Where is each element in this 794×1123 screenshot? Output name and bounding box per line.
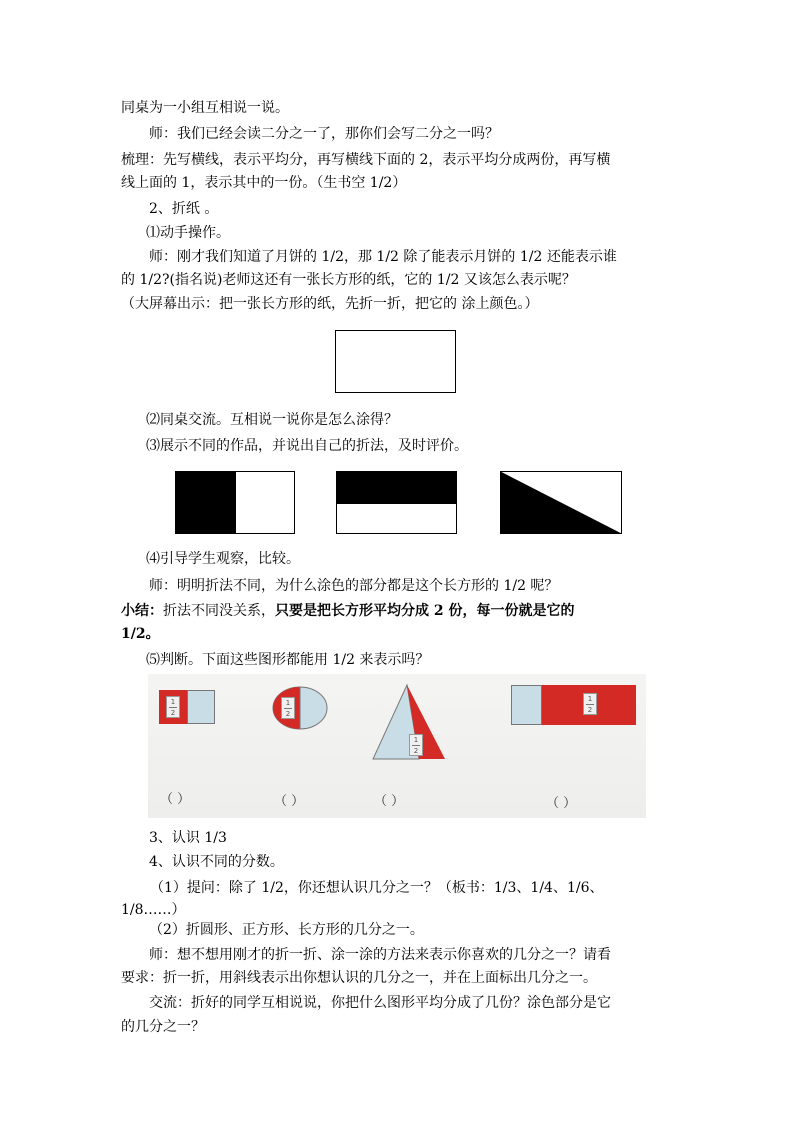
paragraph: 师：我们已经会读二分之一了，那你们会写二分之一吗？ (149, 126, 499, 142)
paragraph: 交流：折好的同学互相说说，你把什么图形平均分成了几份？涂色部分是它 (149, 995, 611, 1011)
paragraph: ⑸判断。下面这些图形都能用 1/2 来表示吗？ (146, 652, 430, 668)
half-horizontal-figure (336, 471, 457, 534)
blank-rectangle-figure (335, 330, 456, 393)
fraction-label: 1 2 (166, 696, 180, 718)
paragraph: ⑵同桌交流。互相说一说你是怎么涂得？ (146, 412, 398, 428)
judgement-figures-photo (148, 674, 646, 818)
paragraph: 的几分之一？ (121, 1019, 205, 1035)
section-heading: 4、认识不同的分数。 (149, 854, 284, 870)
blue-square (187, 690, 215, 724)
fraction-label: 1 2 (281, 697, 295, 719)
summary-bold: 只要是把长方形平均分成 2 份，每一份就是它的 (275, 603, 575, 619)
summary-line-end: 1/2。 (121, 626, 160, 642)
answer-blank: （ ） (374, 794, 405, 809)
paragraph: 要求：折一折，用斜线表示出你想认识的几分之一，并在上面标出几分之一。 (121, 970, 597, 986)
answer-blank: （ ） (160, 792, 191, 807)
paragraph: 师：刚才我们知道了月饼的 1/2，那 1/2 除了能表示月饼的 1/2 还能表示谁 (149, 249, 617, 265)
paragraph: 同桌为一小组互相说一说。 (121, 100, 289, 116)
answer-blank: （ ） (546, 796, 577, 811)
summary-line (121, 601, 575, 621)
section-heading: 2、折纸 。 (149, 201, 219, 217)
half-diagonal-figure (500, 471, 622, 534)
paragraph: 线上面的 1，表示其中的一份。（生书空 1/2） (121, 175, 407, 191)
paragraph: 1/8……） (121, 902, 186, 918)
paragraph: （大屏幕出示：把一张长方形的纸，先折一折，把它的 涂上颜色。） (121, 296, 539, 312)
paragraph: （2）折圆形、正方形、长方形的几分之一。 (149, 922, 424, 938)
fraction-label: 1 2 (409, 734, 423, 756)
section-heading: 3、认识 1/3 (149, 830, 227, 846)
paragraph: 师：想不想用刚才的折一折、涂一涂的方法来表示你喜欢的几分之一？请看 (149, 947, 611, 963)
paragraph: （1）提问：除了 1/2，你还想认识几分之一？（板书：1/3、1/4、1/6、 (150, 880, 604, 896)
summary-lead: 小结： (121, 603, 163, 619)
paragraph: 的 1/2?(指名说)老师这还有一张长方形的纸，它的 1/2 又该怎么表示呢？ (121, 272, 576, 288)
answer-blank: （ ） (274, 794, 305, 809)
fraction-label: 1 2 (583, 693, 597, 715)
paragraph: ⑶展示不同的作品，并说出自己的折法，及时评价。 (146, 438, 468, 454)
blue-rectangle (511, 685, 542, 725)
paragraph: ⑴动手操作。 (146, 225, 230, 241)
paragraph: ⑷引导学生观察，比较。 (146, 551, 300, 567)
summary-normal: 折法不同没关系， (163, 603, 275, 619)
paragraph: 梳理：先写横线，表示平均分，再写横线下面的 2，表示平均分成两份，再写横 (121, 152, 611, 168)
paragraph: 师：明明折法不同，为什么涂色的部分都是这个长方形的 1/2 呢？ (149, 578, 559, 594)
half-vertical-figure (175, 471, 295, 534)
